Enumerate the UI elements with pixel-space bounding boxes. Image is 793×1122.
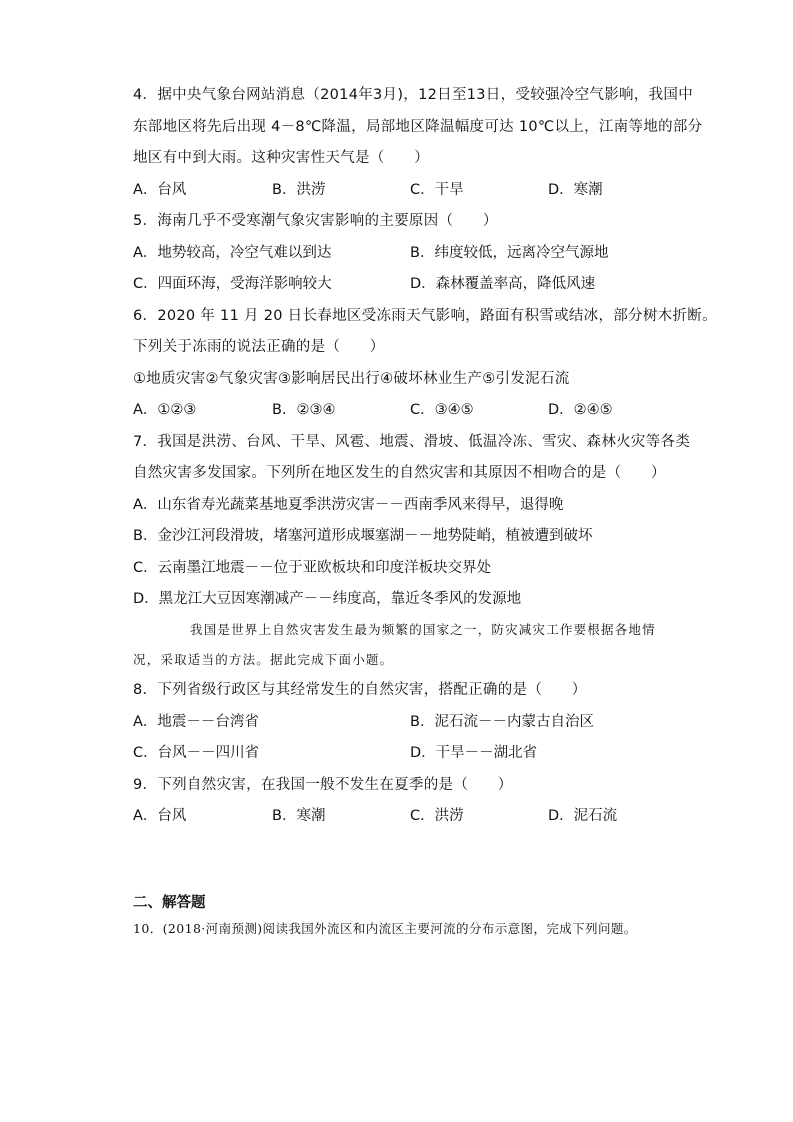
q4-option-a: A．台风 <box>133 182 187 198</box>
section-title: 二、解答题 <box>133 895 206 911</box>
q7-option-b: B．金沙江河段滑坡，堵塞河道形成堰塞湖－－地势陡峭，植被遭到破坏 <box>133 528 593 544</box>
q9-option-a: A．台风 <box>133 808 187 824</box>
q6-option-a: A．①②③ <box>133 402 197 418</box>
passage-line-2: 况，采取适当的方法。据此完成下面小题。 <box>133 652 394 667</box>
q9-option-d: D．泥石流 <box>548 808 618 824</box>
q6-line-3: ①地质灾害②气象灾害③影响居民出行④破坏林业生产⑤引发泥石流 <box>133 371 570 387</box>
q5-option-a: A．地势较高，冷空气难以到达 <box>133 245 332 261</box>
q5-option-d: D．森林覆盖率高，降低风速 <box>410 276 596 292</box>
q8-option-c: C．台风－－四川省 <box>133 745 260 761</box>
q4-option-b: B．洪涝 <box>272 182 326 198</box>
q5-option-b: B．纬度较低，远离冷空气源地 <box>410 245 609 261</box>
q8-option-b: B．泥石流－－内蒙古自治区 <box>410 714 594 730</box>
q8-option-d: D．干旱－－湖北省 <box>410 745 538 761</box>
q4-line-2: 东部地区将先后出现 4－8℃降温，局部地区降温幅度可达 10℃以上，江南等地的部分 <box>133 119 703 135</box>
q6-option-c: C．③④⑤ <box>410 402 474 418</box>
q7-line-2: 自然灾害多发国家。下列所在地区发生的自然灾害和其原因不相吻合的是（ ） <box>133 465 666 481</box>
q9-line-1: 9．下列自然灾害，在我国一般不发生在夏季的是（ ） <box>133 777 513 793</box>
q6-line-1: 6．2020 年 11 月 20 日长春地区受冻雨天气影响，路面有积雪或结冰，部分树木折断。 <box>133 308 717 324</box>
q6-option-b: B．②③④ <box>272 402 336 418</box>
q9-option-b: B．寒潮 <box>272 808 326 824</box>
q8-line-1: 8．下列省级行政区与其经常发生的自然灾害，搭配正确的是（ ） <box>133 682 587 698</box>
passage-line-1: 我国是世界上自然灾害发生最为频繁的国家之一，防灾减灾工作要根据各地情 <box>190 622 656 637</box>
q7-line-1: 7．我国是洪涝、台风、干旱、风雹、地震、滑坡、低温冷冻、雪灾、森林火灾等各类 <box>133 434 691 450</box>
q5-line-1: 5．海南几乎不受寒潮气象灾害影响的主要原因（ ） <box>133 213 498 229</box>
q7-option-d: D．黑龙江大豆因寒潮减产－－纬度高，靠近冬季风的发源地 <box>133 591 522 607</box>
q4-line-3: 地区有中到大雨。这种灾害性天气是（ ） <box>133 150 429 166</box>
q7-option-a: A．山东省寿光蔬菜基地夏季洪涝灾害－－西南季风来得早，退得晚 <box>133 497 564 513</box>
q6-line-2: 下列关于冻雨的说法正确的是（ ） <box>133 339 385 355</box>
q6-option-d: D．②④⑤ <box>548 402 613 418</box>
q8-option-a: A．地震－－台湾省 <box>133 714 259 730</box>
q4-line-1: 4．据中央气象台网站消息（2014年3月)，12日至13日，受较强冷空气影响，我国中 <box>133 87 694 103</box>
q7-option-c: C．云南墨江地震－－位于亚欧板块和印度洋板块交界处 <box>133 560 492 576</box>
q4-option-d: D．寒潮 <box>548 182 603 198</box>
q5-option-c: C．四面环海，受海洋影响较大 <box>133 276 332 292</box>
q10-line-1: 10．(2018·河南预测)阅读我国外流区和内流区主要河流的分布示意图，完成下列问题。 <box>133 921 637 936</box>
q9-option-c: C．洪涝 <box>410 808 464 824</box>
q4-option-c: C．干旱 <box>410 182 464 198</box>
